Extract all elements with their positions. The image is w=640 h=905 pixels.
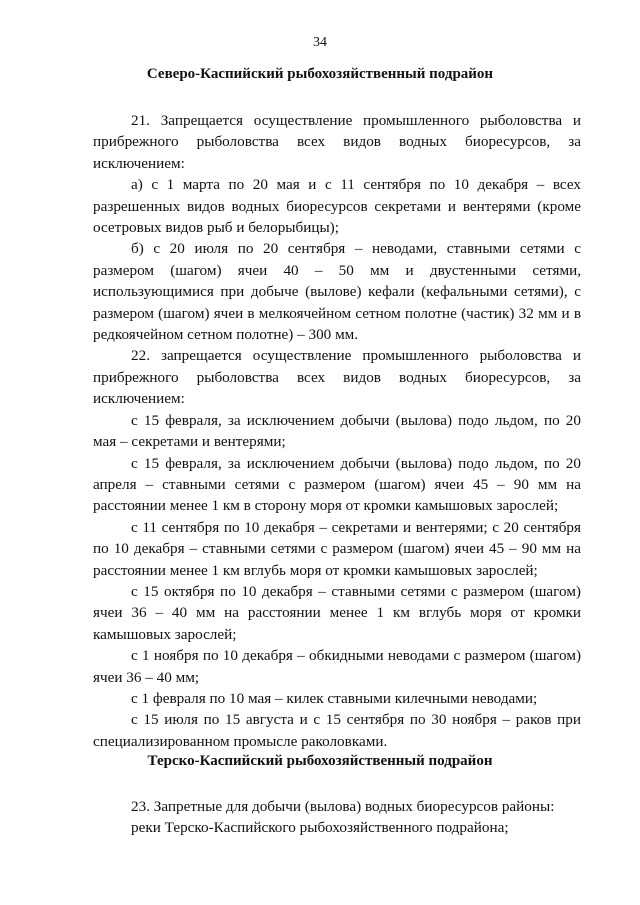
paragraph-22: 22. запрещается осуществление промышленного рыболовства и прибрежного рыболовства всех видов водных биоресурсов, за исключением:	[93, 347, 581, 408]
paragraph-22-item-5: с 1 ноября по 10 декабря – обкидными неводами с размером (шагом) ячеи 36 – 40 мм;	[93, 647, 581, 686]
paragraph-22-item-4: с 15 октября по 10 декабря – ставными сетями с размером (шагом) ячеи 36 – 40 мм на расстоянии менее 1 км вглубь моря от кромки камышовых зарослей;	[93, 582, 581, 643]
paragraph-22-item-2: с 15 февраля, за исключением добычи (вылова) подо льдом, по 20 апреля – ставными сетями с размером (шагом) ячеи 45 – 90 мм на расстоянии менее 1 км в сторону моря от кромки камышовых зарослей;	[93, 454, 581, 515]
paragraph-21b: б) с 20 июля по 20 сентября – неводами, ставными сетями с размером (шагом) ячеи 40 – 50 мм и двустенными сетями, использующимися при добыче (вылове) кефали (кефальными сетями), с размером (шагом) ячеи в мелкоячейном сетном полотне (частик) 32 мм и в редкоячейном сетном полотне) – 300 мм.	[93, 240, 581, 344]
paragraph-23: 23. Запретные для добычи (вылова) водных биоресурсов районы:	[131, 798, 555, 815]
paragraph-23-item-1: реки Терско-Каспийского рыбохозяйственного подрайона;	[131, 819, 509, 837]
section-body-north-caspian	[93, 110, 581, 752]
paragraph-22-item-1: с 15 февраля, за исключением добычи (вылова) подо льдом, по 20 мая – секретами и вентерями;	[93, 411, 581, 451]
paragraph-21a: а) с 1 марта по 20 мая и с 11 сентября по 10 декабря – всех разрешенных видов водных биоресурсов секретами и вентерями (кроме осетровых видов рыб и белорыбицы);	[93, 176, 581, 237]
paragraph-22-item-3: с 11 сентября по 10 декабря – секретами и вентерями; с 20 сентября по 10 декабря – ставными сетями с размером (шагом) ячеи 45 – 90 мм на расстоянии менее 1 км вглубь моря от кромки камышовых зарослей;	[93, 518, 581, 579]
paragraph-21: 21. Запрещается осуществление промышленного рыболовства и прибрежного рыболовства всех видов водных биоресурсов, за исключением:	[93, 112, 581, 172]
paragraph-22-item-7: с 15 июля по 15 августа и с 15 сентября по 30 ноября – раков при специализированном промысле раколовками.	[93, 711, 581, 750]
section-body-terek-caspian	[131, 796, 591, 839]
section-heading-terek-caspian: Терско-Каспийский рыбохозяйственный подрайон	[147, 753, 493, 769]
paragraph-22-item-6: с 1 февраля по 10 мая – килек ставными килечными неводами;	[131, 689, 538, 707]
section-heading-north-caspian: Северо-Каспийский рыбохозяйственный подрайон	[146, 66, 494, 82]
page-number: 34	[313, 35, 327, 50]
